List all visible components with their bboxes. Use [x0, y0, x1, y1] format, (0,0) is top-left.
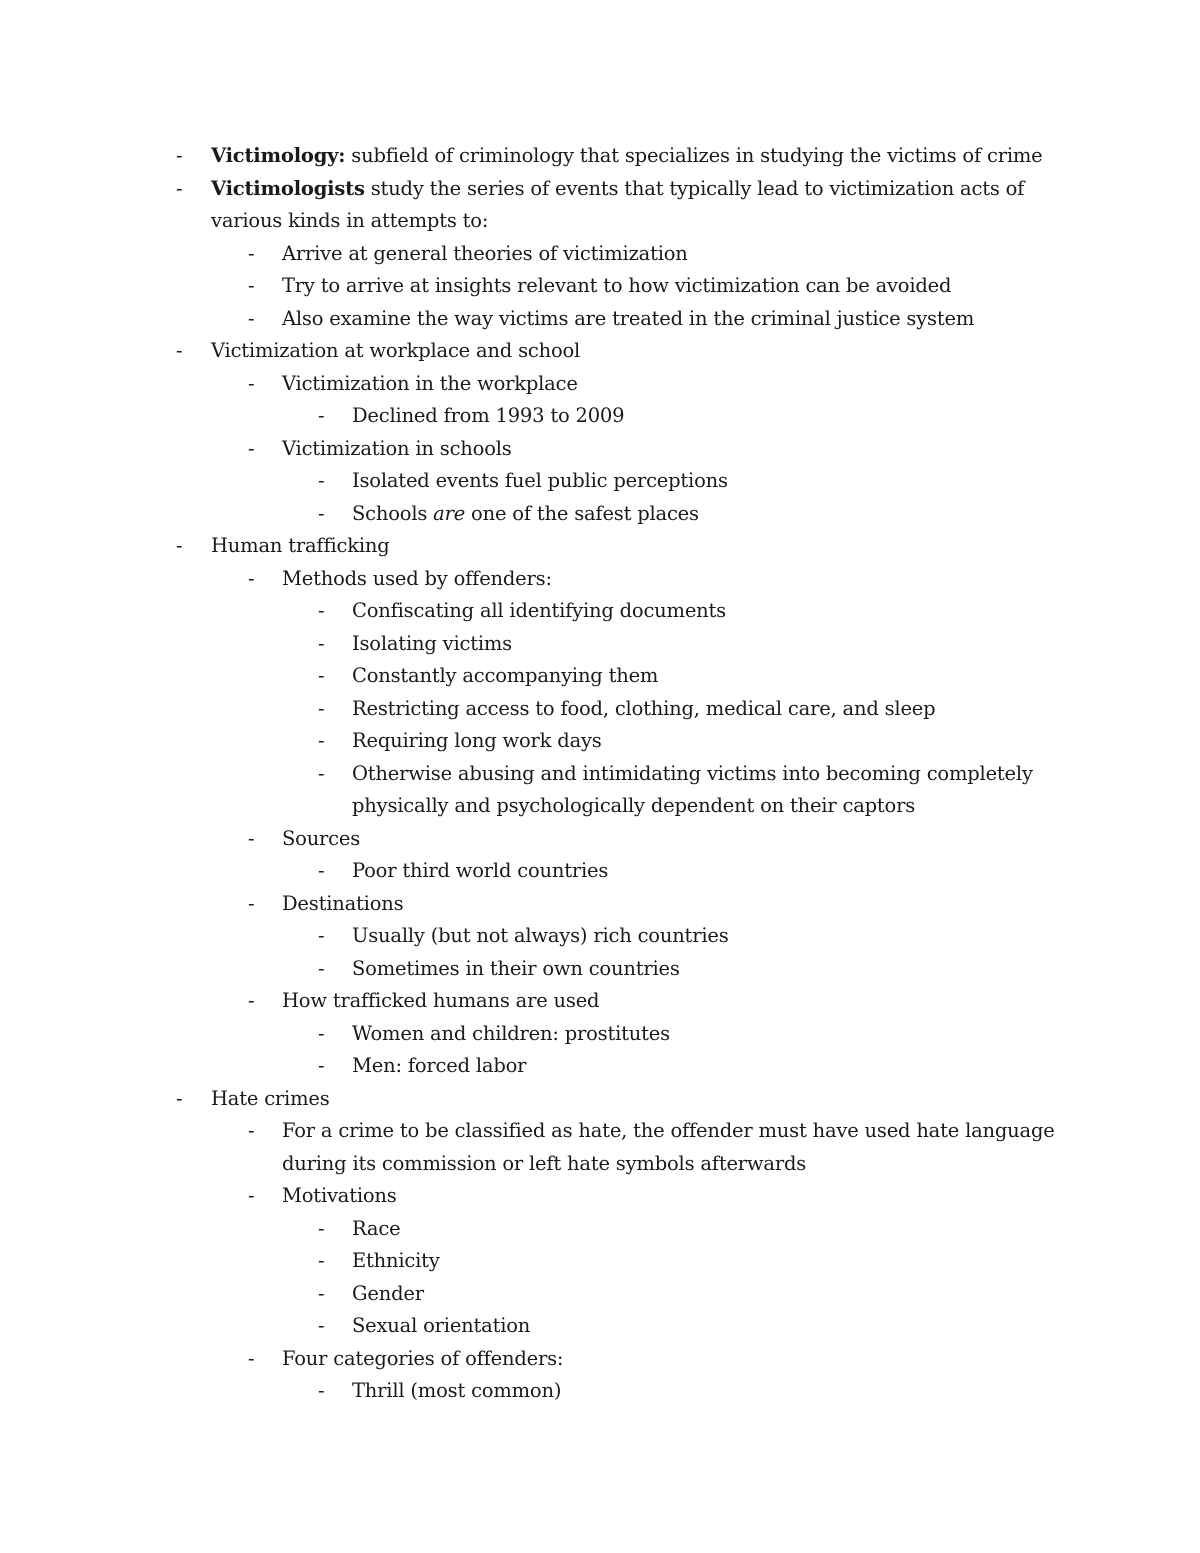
outline-item-level-3: [0, 920, 1200, 953]
bullet-dash: -: [176, 534, 183, 557]
outline-item-level-3: [0, 1310, 1200, 1343]
text-run: Hate crimes: [211, 1086, 330, 1110]
text-run: Try to arrive at insights relevant to how victimization can be avoided: [282, 274, 952, 297]
outline-item-text: [352, 1050, 526, 1083]
text-run: various kinds in attempts to:: [211, 209, 489, 232]
outline-item-text: [282, 303, 974, 336]
outline-item-level-3: [0, 693, 1200, 726]
outline-item-text: [352, 920, 729, 953]
text-run: Thrill (most common): [352, 1379, 562, 1402]
text-run: Usually (but not always) rich countries: [352, 924, 729, 947]
outline-item-level-3: [0, 1375, 1200, 1408]
outline-item-level-3: [0, 660, 1200, 693]
bullet-dash: -: [318, 924, 325, 947]
outline-item-level-2: [0, 1343, 1200, 1376]
outline-item-text: [282, 563, 552, 596]
text-run: Sometimes in their own countries: [352, 956, 680, 980]
bullet-dash: -: [176, 1086, 183, 1110]
text-run: Confiscating all identifying documents: [352, 599, 726, 622]
bullet-dash: -: [318, 599, 325, 622]
bullet-dash: -: [248, 306, 255, 330]
text-run: Human trafficking: [211, 534, 390, 557]
outline-item-level-2: [0, 368, 1200, 401]
outline-item-level-2: [0, 563, 1200, 596]
bullet-dash: -: [318, 1379, 325, 1402]
outline-item-level-2: [0, 238, 1200, 271]
outline-item-level-3: [0, 1018, 1200, 1051]
text-run: For a crime to be classified as hate, the offender must have used hate language: [282, 1119, 1055, 1142]
bullet-dash: -: [318, 729, 325, 752]
bullet-dash: -: [318, 404, 325, 427]
outline-item-level-2: [0, 303, 1200, 336]
text-run: during its commission or left hate symbols afterwards: [282, 1151, 807, 1175]
bullet-dash: -: [248, 1346, 255, 1370]
bullet-dash: -: [248, 1119, 255, 1142]
outline-item-text: [282, 823, 360, 856]
text-run: Constantly accompanying them: [352, 664, 659, 687]
outline-item-level-1: [0, 335, 1200, 368]
outline-item-level-1: [0, 173, 1200, 206]
text-run: Sexual orientation: [352, 1314, 531, 1337]
text-run: Gender: [352, 1281, 424, 1305]
bullet-dash: -: [318, 1216, 325, 1240]
text-run: Restricting access to food, clothing, medical care, and sleep: [352, 696, 936, 720]
outline-item-level-3: [0, 855, 1200, 888]
outline-item-level-3: [0, 1213, 1200, 1246]
outline-item-text: [282, 1343, 563, 1376]
outline-continuation-line: [0, 1148, 1200, 1181]
outline-item-level-1: [0, 1083, 1200, 1116]
outline-item-text: [282, 368, 578, 401]
outline-item-text: [352, 1278, 424, 1311]
outline-item-level-3: [0, 1245, 1200, 1278]
outline-item-text: [352, 465, 728, 498]
bullet-dash: -: [318, 956, 325, 980]
bullet-dash: -: [176, 339, 183, 362]
outline-item-text: [352, 855, 608, 888]
outline-item-text: [211, 173, 1024, 206]
outline-item-level-3: [0, 465, 1200, 498]
outline-item-level-3: [0, 498, 1200, 531]
bullet-dash: -: [248, 1184, 255, 1207]
bullet-dash: -: [318, 469, 325, 492]
outline-item-text: [211, 530, 390, 563]
outline-item-text: [282, 1148, 806, 1181]
text-run: Victimization in the workplace: [282, 371, 578, 395]
text-run: Ethnicity: [352, 1249, 440, 1272]
text-run: Victimization in schools: [282, 436, 512, 460]
text-run: physically and psychologically dependent on their captors: [352, 794, 916, 817]
bullet-dash: -: [318, 696, 325, 720]
outline-item-text: [352, 498, 699, 531]
outline-item-text: [282, 985, 599, 1018]
text-run: Victimization at workplace and school: [211, 339, 581, 362]
bullet-dash: -: [318, 1021, 325, 1045]
text-run: Men: forced labor: [352, 1054, 527, 1077]
outline-item-level-2: [0, 888, 1200, 921]
text-run: subfield of criminology that specializes in studying the victims of crime: [345, 144, 1043, 167]
bullet-dash: -: [318, 1281, 325, 1305]
outline-continuation-line: [0, 205, 1200, 238]
outline-item-level-3: [0, 1278, 1200, 1311]
bullet-dash: -: [318, 631, 325, 655]
text-run: Otherwise abusing and intimidating victims into becoming completely: [352, 761, 1033, 785]
outline-item-level-1: [0, 140, 1200, 173]
outline-item-text: [282, 238, 688, 271]
outline-item-level-1: [0, 530, 1200, 563]
outline-continuation-line: [0, 790, 1200, 823]
text-run: Poor third world countries: [352, 859, 609, 882]
bullet-dash: -: [248, 274, 255, 297]
outline-item-level-3: [0, 758, 1200, 791]
outline-item-level-2: [0, 1115, 1200, 1148]
outline-item-text: [352, 758, 1033, 791]
emphasis-italic: are: [433, 501, 466, 525]
term-bold: Victimology:: [211, 144, 346, 167]
text-run: Women and children: prostitutes: [352, 1021, 670, 1045]
outline-item-text: [282, 433, 512, 466]
bullet-dash: -: [318, 859, 325, 882]
outline-item-text: [352, 1310, 530, 1343]
outline-item-level-3: [0, 725, 1200, 758]
outline-item-level-2: [0, 270, 1200, 303]
bullet-dash: -: [318, 664, 325, 687]
text-run: Motivations: [282, 1184, 397, 1207]
text-run: Declined from 1993 to 2009: [352, 404, 625, 427]
bullet-dash: -: [248, 566, 255, 590]
outline-item-level-2: [0, 823, 1200, 856]
text-run: one of the safest places: [465, 501, 699, 525]
bullet-dash: -: [248, 989, 255, 1012]
text-run: study the series of events that typically lead to victimization acts of: [364, 176, 1025, 200]
bullet-dash: -: [318, 761, 325, 785]
outline-item-text: [352, 595, 726, 628]
outline-item-text: [282, 1180, 397, 1213]
bullet-dash: -: [248, 826, 255, 850]
outline-item-text: [282, 270, 951, 303]
text-run: Isolated events fuel public perceptions: [352, 469, 728, 492]
outline-item-text: [282, 1115, 1055, 1148]
outline-item-text: [352, 660, 658, 693]
text-run: Requiring long work days: [352, 729, 602, 752]
outline-item-level-3: [0, 953, 1200, 986]
outline-item-text: [352, 693, 935, 726]
text-run: Schools: [352, 501, 434, 525]
text-run: Sources: [282, 826, 361, 850]
outline-item-text: [352, 1245, 440, 1278]
text-run: Four categories of offenders:: [282, 1346, 564, 1370]
text-run: Arrive at general theories of victimization: [282, 241, 688, 265]
outline-item-text: [352, 725, 602, 758]
term-bold: Victimologists: [211, 176, 365, 200]
bullet-dash: -: [248, 891, 255, 915]
outline-item-text: [352, 400, 624, 433]
bullet-dash: -: [318, 1314, 325, 1337]
outline-item-text: [211, 335, 580, 368]
outline-item-text: [282, 888, 403, 921]
text-run: Also examine the way victims are treated in the criminal justice system: [282, 306, 975, 330]
outline-item-level-3: [0, 595, 1200, 628]
text-run: How trafficked humans are used: [282, 989, 600, 1012]
text-run: Methods used by offenders:: [282, 566, 552, 590]
outline-item-level-2: [0, 985, 1200, 1018]
bullet-dash: -: [248, 241, 255, 265]
outline-item-level-3: [0, 400, 1200, 433]
outline-item-level-3: [0, 1050, 1200, 1083]
outline-item-text: [352, 628, 512, 661]
bullet-dash: -: [176, 176, 183, 200]
bullet-dash: -: [318, 501, 325, 525]
outline-item-level-2: [0, 1180, 1200, 1213]
outline-item-text: [211, 140, 1042, 173]
bullet-dash: -: [318, 1249, 325, 1272]
outline-item-text: [211, 1083, 330, 1116]
outline-item-text: [211, 205, 488, 238]
bullet-dash: -: [248, 436, 255, 460]
bullet-dash: -: [176, 144, 183, 167]
outline-item-text: [352, 1375, 561, 1408]
text-run: Destinations: [282, 891, 404, 915]
outline-item-text: [352, 790, 915, 823]
text-run: Race: [352, 1216, 401, 1240]
bullet-dash: -: [248, 371, 255, 395]
outline-item-text: [352, 1018, 670, 1051]
outline-item-level-2: [0, 433, 1200, 466]
outline-item-text: [352, 953, 680, 986]
bullet-dash: -: [318, 1054, 325, 1077]
outline-list: [0, 140, 1200, 1408]
outline-item-text: [352, 1213, 400, 1246]
outline-item-level-3: [0, 628, 1200, 661]
text-run: Isolating victims: [352, 631, 512, 655]
